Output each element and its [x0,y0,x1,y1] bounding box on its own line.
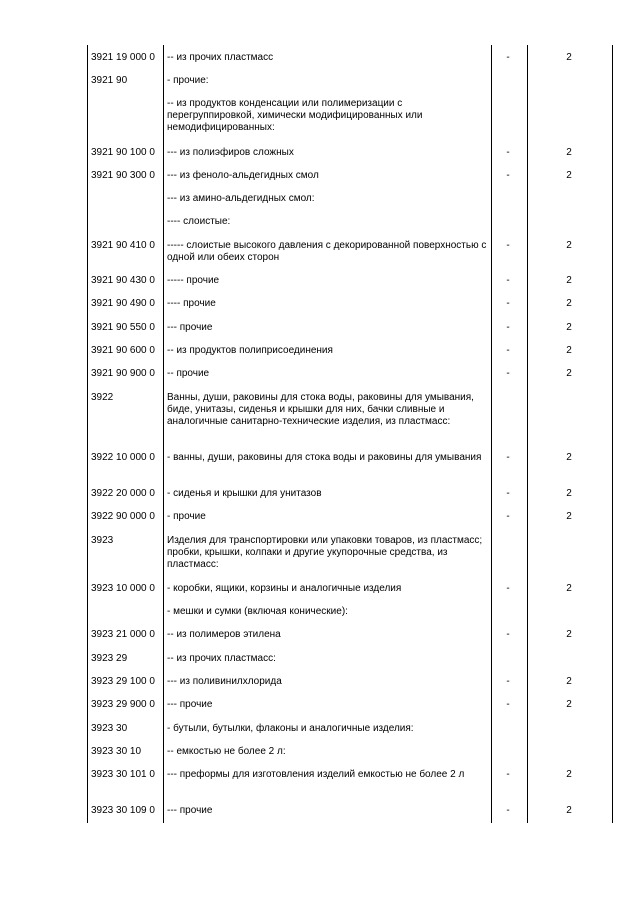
description: -- емкостью не более 2 л: [167,746,286,757]
tariff-code: 3923 29 100 0 [91,676,155,687]
tariff-code: 3921 90 430 0 [91,275,155,286]
duty-mark: - [506,583,510,594]
tariff-code: 3921 90 550 0 [91,322,155,333]
tariff-code: 3923 29 [91,653,128,664]
duty-mark: - [506,368,510,379]
duty-mark: - [506,769,510,780]
duty-mark: - [506,170,510,181]
duty-mark: - [506,322,510,333]
rate-value: 2 [566,452,572,463]
duty-mark: - [506,676,510,687]
rate-value: 2 [566,298,572,309]
description: -- прочие [167,368,210,379]
rate-value: 2 [566,52,572,63]
description: --- прочие [167,699,213,710]
duty-mark: - [506,345,510,356]
duty-mark: - [506,275,510,286]
description: - ванны, души, раковины для стока воды и раковины для умывания [167,452,482,463]
rate-value: 2 [566,345,572,356]
tariff-code: 3923 21 000 0 [91,629,155,640]
duty-mark: - [506,452,510,463]
duty-mark: - [506,511,510,522]
tariff-code: 3923 30 109 0 [91,805,155,816]
duty-mark: - [506,298,510,309]
description: -- из продуктов конденсации или полимеризации с перегруппировкой, химически модифицированных или немодифицированных: [167,98,423,133]
tariff-code: 3923 29 900 0 [91,699,155,710]
tariff-code: 3923 30 10 [91,746,142,757]
description: --- прочие [167,805,213,816]
tariff-code: 3921 90 [91,75,128,86]
tariff-code: 3921 90 100 0 [91,147,155,158]
tariff-code: 3923 10 000 0 [91,583,155,594]
tariff-code: 3922 20 000 0 [91,488,155,499]
description: --- из поливинилхлорида [167,676,282,687]
description: --- из амино-альдегидных смол: [167,193,315,204]
column-divider [527,45,528,823]
rate-value: 2 [566,322,572,333]
tariff-code: 3922 10 000 0 [91,452,155,463]
rate-value: 2 [566,488,572,499]
column-divider [163,45,164,823]
tariff-code: 3921 90 490 0 [91,298,155,309]
tariff-code: 3922 [91,392,114,403]
description: -- из продуктов полиприсоединения [167,345,333,356]
description: Ванны, души, раковины для стока воды, раковины для умывания, биде, унитазы, сиденья и крышки для них, бачки сливные и аналогичные санитарно-технические изделия, из пластмасс: [167,392,474,427]
description: -- из прочих пластмасс [167,52,274,63]
description: - мешки и сумки (включая конические): [167,606,348,617]
duty-mark: - [506,699,510,710]
column-divider [87,45,88,823]
rate-value: 2 [566,769,572,780]
description: ---- прочие [167,298,216,309]
tariff-code: 3921 90 300 0 [91,170,155,181]
rate-value: 2 [566,275,572,286]
column-divider [491,45,492,823]
column-divider [612,45,613,823]
rate-value: 2 [566,147,572,158]
rate-value: 2 [566,676,572,687]
tariff-code: 3923 [91,535,114,546]
tariff-code: 3922 90 000 0 [91,511,155,522]
rate-value: 2 [566,805,572,816]
rate-value: 2 [566,511,572,522]
tariff-code: 3923 30 [91,723,128,734]
duty-mark: - [506,147,510,158]
description: --- из феноло-альдегидных смол [167,170,319,181]
description: Изделия для транспортировки или упаковки товаров, из пластмасс; пробки, крышки, колпаки и другие укупорочные средства, из пластмасс: [167,535,483,570]
rate-value: 2 [566,240,572,251]
rate-value: 2 [566,629,572,640]
description: - прочие: [167,75,209,86]
tariff-code: 3921 19 000 0 [91,52,155,63]
description: -- из прочих пластмасс: [167,653,276,664]
rate-value: 2 [566,170,572,181]
description: --- прочие [167,322,213,333]
description: -- из полимеров этилена [167,629,281,640]
duty-mark: - [506,240,510,251]
description: ----- слоистые высокого давления с декорированной поверхностью с одной или обеих сторон [167,240,487,263]
duty-mark: - [506,805,510,816]
description: ---- слоистые: [167,216,231,227]
description: --- преформы для изготовления изделий емкостью не более 2 л [167,769,465,780]
description: - коробки, ящики, корзины и аналогичные изделия [167,583,402,594]
description: --- из полиэфиров сложных [167,147,294,158]
tariff-code: 3921 90 410 0 [91,240,155,251]
duty-mark: - [506,629,510,640]
description: - прочие [167,511,206,522]
description: ----- прочие [167,275,220,286]
tariff-code: 3921 90 600 0 [91,345,155,356]
description: - бутыли, бутылки, флаконы и аналогичные изделия: [167,723,414,734]
duty-mark: - [506,52,510,63]
description: - сиденья и крышки для унитазов [167,488,322,499]
rate-value: 2 [566,368,572,379]
tariff-code: 3923 30 101 0 [91,769,155,780]
duty-mark: - [506,488,510,499]
tariff-code: 3921 90 900 0 [91,368,155,379]
rate-value: 2 [566,699,572,710]
rate-value: 2 [566,583,572,594]
